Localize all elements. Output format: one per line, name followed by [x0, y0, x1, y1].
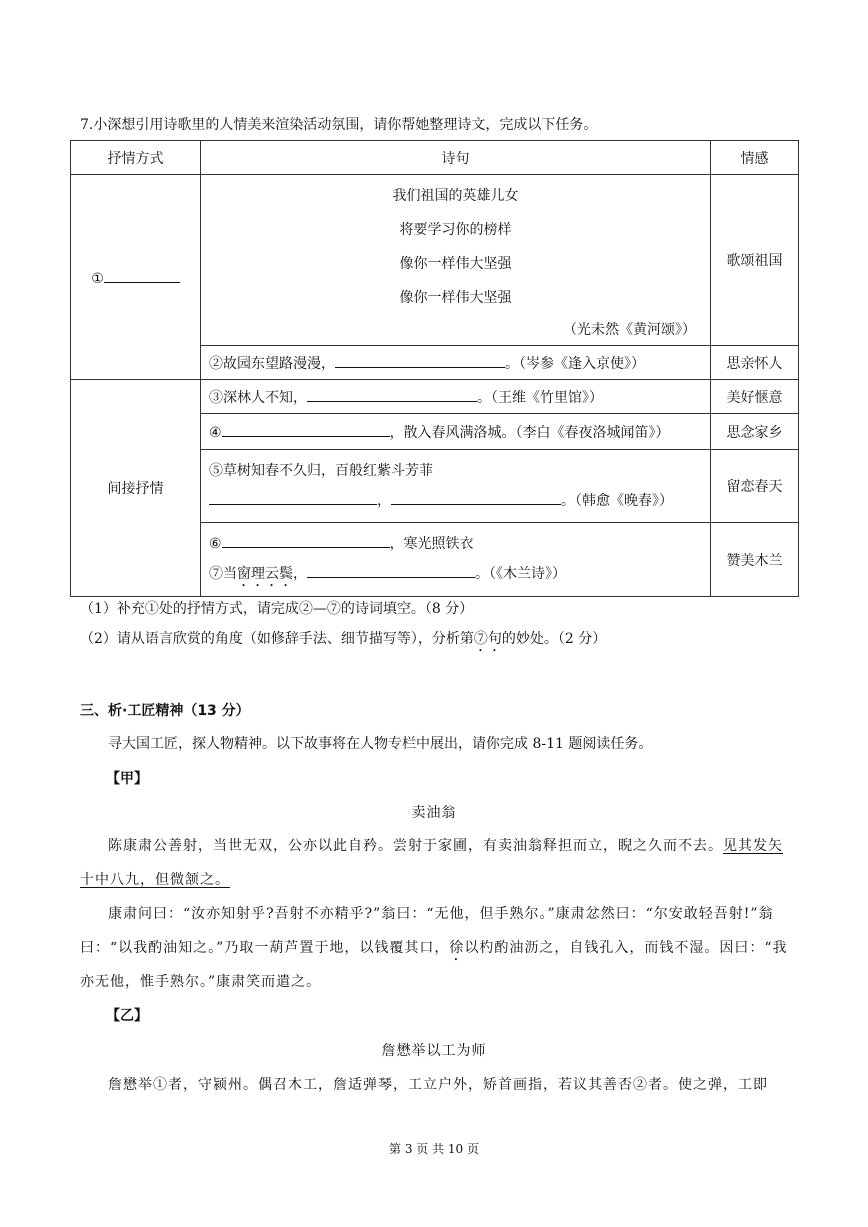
- verse-credit: （光未然《黄河颂》）: [563, 322, 696, 338]
- emphasized-text: ⑦句: [473, 631, 502, 647]
- verse-cell-3: [201, 380, 711, 414]
- method-blank-label: ①: [91, 270, 104, 287]
- page-footer: 第 3 页 共 10 页: [389, 1142, 479, 1156]
- method-cell-indirect: 间接抒情: [71, 380, 201, 597]
- verse-text: ②故园东望路漫漫，: [209, 355, 335, 372]
- task-2-text: 的妙处。（2 分）: [501, 631, 607, 647]
- verse-cell-2: [201, 346, 711, 380]
- poem-table: [70, 140, 799, 597]
- passage-title-yi: 詹懋举以工为师: [381, 1043, 487, 1059]
- verse-line: 我们祖国的英雄儿女: [392, 188, 519, 204]
- passage-label-yi: 【乙】: [106, 1008, 148, 1024]
- question-7-prompt: 7.小深想引用诗歌里的人情美来渲染活动氛围，请你帮她整理诗文，完成以下任务。: [80, 117, 598, 133]
- answer-blank[interactable]: [104, 268, 180, 283]
- task-2-text: （2）请从语言欣赏的角度（如修辞手法、细节描写等），分析第: [80, 631, 474, 647]
- verse-text: ，散入春风满洛城。（李白《春夜洛城闻笛》）: [389, 424, 670, 441]
- emotion-cell: 歌颂祖国: [711, 175, 799, 346]
- section-intro: 寻大国工匠，探人物精神。以下故事将在人物专栏中展出，请你完成 8-11 题阅读任务。: [108, 736, 653, 752]
- answer-blank[interactable]: [209, 490, 377, 505]
- passage-text: 以杓酌油沥之，自钱孔入，而钱不湿。因曰：“我亦无他，惟手熟尔。”康肃笑而遣之。: [80, 940, 788, 990]
- emotion-cell: 美好惬意: [711, 380, 799, 414]
- table-header-row: [71, 141, 799, 175]
- verse-line: 像你一样伟大坚强: [399, 256, 512, 272]
- verse-text: ⑤草树知春不久归，百般红紫斗芳菲: [209, 463, 433, 479]
- emphasized-text: 徐: [449, 940, 465, 956]
- task-2: [80, 628, 606, 655]
- header-emotion: 情感: [711, 141, 799, 175]
- verse-text: ⑦当: [209, 566, 237, 582]
- header-method: 抒情方式: [71, 141, 201, 175]
- passage-label-jia: 【甲】: [106, 771, 148, 787]
- table-row: [71, 380, 799, 414]
- answer-blank[interactable]: [307, 387, 477, 402]
- emotion-cell: 思念家乡: [711, 414, 799, 450]
- answer-blank[interactable]: [222, 422, 390, 437]
- passage-jia-paragraph-2: [80, 897, 792, 999]
- verse-text: ④: [209, 424, 222, 441]
- verse-text: 。（王维《竹里馆》）: [477, 389, 603, 406]
- verse-line: 像你一样伟大坚强: [399, 290, 512, 306]
- table-row: [71, 175, 799, 346]
- answer-blank[interactable]: [307, 563, 475, 578]
- section-heading: 三、析·工匠精神（13 分）: [80, 703, 250, 719]
- verse-text: ，: [293, 566, 307, 582]
- header-verse: 诗句: [201, 141, 711, 175]
- emotion-cell: 赞美木兰: [711, 523, 799, 597]
- method-cell-1: [71, 175, 201, 380]
- verse-text: 。（《木兰诗》）: [475, 566, 566, 582]
- verse-text: ③深林人不知，: [209, 389, 307, 406]
- verse-text: ，寒光照铁衣: [389, 536, 474, 552]
- verse-text: ⑥: [209, 536, 222, 552]
- underlined-sentence: 见其发矢十中八九，但微颔之。: [80, 838, 783, 888]
- passage-text: 陈康肃公善射，当世无双，公亦以此自矜。尝射于家圃，有卖油翁释担而立，睨之久而不去。: [108, 838, 723, 854]
- verse-line: 将要学习你的榜样: [399, 222, 512, 238]
- answer-blank[interactable]: [391, 490, 561, 505]
- emotion-cell: 留恋春天: [711, 450, 799, 523]
- emphasized-text: 窗理云鬓: [237, 566, 293, 582]
- emotion-cell: 思亲怀人: [711, 346, 799, 380]
- verse-text: 。（韩愈《晚春》）: [561, 493, 673, 509]
- verse-text: ，: [377, 493, 391, 509]
- passage-text: 康肃问曰：“汝亦知射乎?吾射不亦精乎?”翁曰：“无他，但手熟尔。”康肃忿然曰：“尔安敢轻吾射!”翁曰：“以我酌油知之。”乃取一葫芦置于地，以钱覆其口，: [80, 906, 774, 956]
- answer-blank[interactable]: [222, 533, 390, 548]
- passage-jia-paragraph-1: [80, 829, 792, 897]
- passage-title-jia: 卖油翁: [411, 805, 457, 821]
- passage-yi-paragraph-1: 詹懋举①者，守颍州。偶召木工，詹适弹琴，工立户外，矫首画指，若议其善否②者。使之弹，工即: [108, 1077, 768, 1093]
- verse-cell-6-7: [201, 523, 711, 597]
- verse-cell-huanghe: [201, 175, 711, 346]
- answer-blank[interactable]: [335, 353, 505, 368]
- task-1: （1）补充①处的抒情方式，请完成②—⑦的诗词填空。（8 分）: [80, 601, 474, 617]
- verse-cell-5: [201, 450, 711, 523]
- verse-text: 。（岑参《逢入京使》）: [505, 355, 645, 372]
- verse-cell-4: [201, 414, 711, 450]
